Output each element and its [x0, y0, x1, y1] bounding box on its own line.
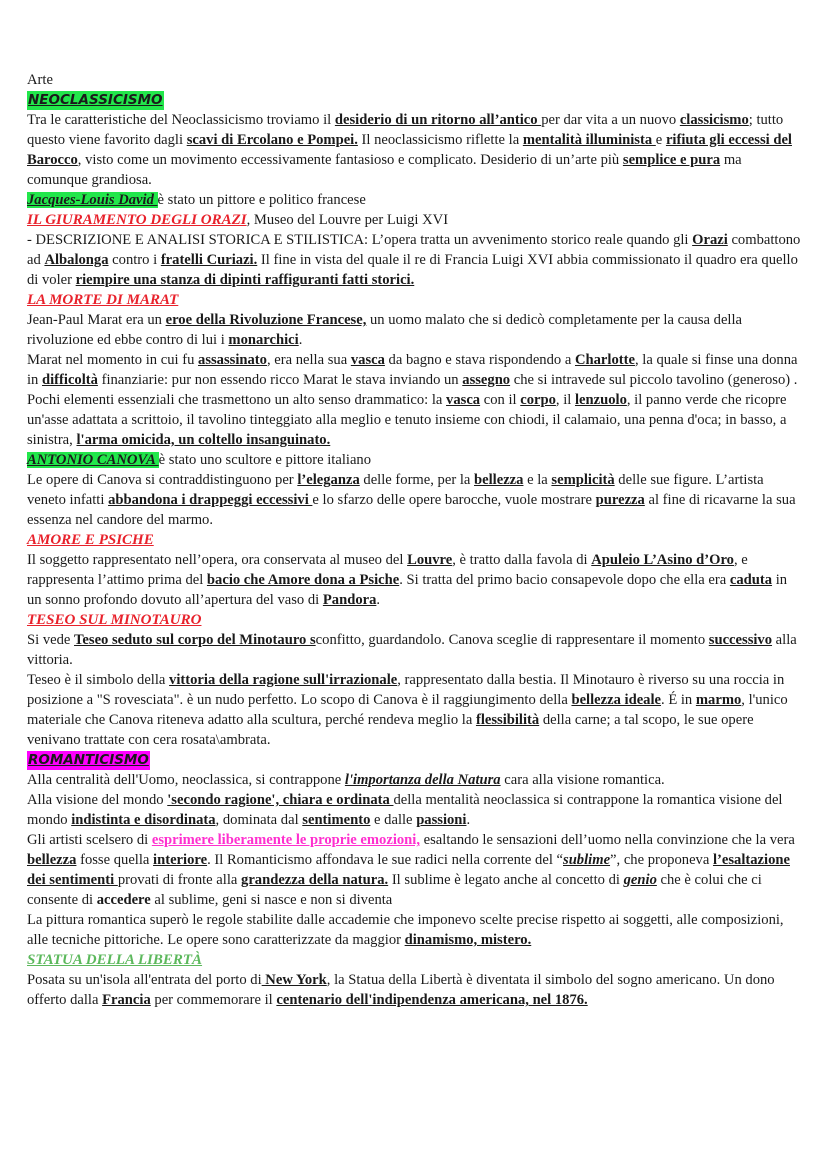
- paragraph-teseo-2: Teseo è il simbolo della vittoria della ragione sull'irrazionale, rappresentato dalla bestia. Il Minotauro è riverso su una roccia in posizione a "S rovesciata". è un nudo perfetto. Lo scopo di Canova è il raggiungimento della bellezza ideale. É in marmo, l'unico materiale che Canova riteneva adatto alla scultura, perché rendeva meglio la flessibilità della carne; a tal scopo, le sue opere venivano trattate con cera rosata\ambrata.: [27, 672, 788, 748]
- heading-statua-liberta: STATUA DELLA LIBERTÀ: [27, 952, 203, 968]
- heading-teseo: TESEO SUL MINOTAURO: [27, 612, 202, 628]
- paragraph-orazi: - DESCRIZIONE E ANALISI STORICA E STILISTICA: L’opera tratta un avvenimento storico reale quando gli Orazi combattono ad Albalonga contro i fratelli Curiazi. Il fine in vista del quale il re di Francia Luigi XVI abbia commissionato il quadro era quello di voler riempire una stanza di dipinti raffiguranti fatti storici.: [27, 232, 801, 288]
- paragraph-romanticismo-4: La pittura romantica superò le regole stabilite dalle accademie che imponevo scelte precise rispetto ai soggetti, alle composizioni, alle tecniche pittoriche. Le opere sono caratterizzate da maggior dinamismo, mistero.: [27, 912, 784, 948]
- paragraph-romanticismo-2: Alla visione del mondo 'secondo ragione', chiara e ordinata della mentalità neoclassica si contrappone la romantica visione del mondo indistinta e disordinata, dominata dal sentimento e dalle passioni.: [27, 792, 783, 828]
- heading-romanticismo: ROMANTICISMO: [28, 752, 149, 768]
- subject-label: Arte: [27, 72, 53, 88]
- heading-neoclassicismo: [27, 90, 802, 110]
- heading-amore-psiche: AMORE E PSICHE: [27, 532, 154, 548]
- heading-orazi: IL GIURAMENTO DEGLI ORAZI, Museo del Louvre per Luigi XVI: [27, 212, 449, 228]
- david-name: Jacques-Louis David: [27, 192, 158, 208]
- paragraph-marat-2: Marat nel momento in cui fu assassinato, era nella sua vasca da bagno e stava rispondendo a Charlotte, la quale si finse una donna in difficoltà finanziarie: pur non essendo ricco Marat le stava inviando un assegno che si intravede sul piccolo tavolino (generoso) . Pochi elementi essenziali che trasmettono un alto senso drammatico: la vasca con il corpo, il lenzuolo, il panno verde che ricopre un'asse adattata a scrittoio, il tavolino tinteggiato alla meglio e tenuto insieme con chiodi, il calamaio, una penna d'oca; in basso, a sinistra, l'arma omicida, un coltello insanguinato.: [27, 352, 798, 448]
- canova-name: ANTONIO CANOVA: [27, 452, 159, 468]
- paragraph-amore-psiche: Il soggetto rappresentato nell’opera, ora conservata al museo del Louvre, è tratto dalla favola di Apuleio L’Asino d’Oro, e rappresenta l’attimo prima del bacio che Amore dona a Psiche. Si tratta del primo bacio consapevole dopo che ella era caduta in un sonno profondo dovuto all’apertura del vaso di Pandora.: [27, 552, 788, 608]
- paragraph-teseo-1: Si vede Teseo seduto sul corpo del Minotauro sconfitto, guardandolo. Canova sceglie di rappresentare il momento successivo alla vittoria.: [27, 632, 797, 668]
- paragraph-canova: Le opere di Canova si contraddistinguono per l’eleganza delle forme, per la bellezza e la semplicità delle sue figure. L’artista veneto infatti abbandona i drappeggi eccessivi e lo sfarzo delle opere barocche, vuole mostrare purezza al fine di ricavarne la sua essenza nel candore del marmo.: [27, 472, 796, 528]
- heading-neoclassicismo-text: NEOCLASSICISMO: [28, 92, 163, 108]
- paragraph-romanticismo-3: Gli artisti scelsero di esprimere liberamente le proprie emozioni, esaltando le sensazioni dell’uomo nella convinzione che la vera bellezza fosse quella interiore. Il Romanticismo affondava le sue radici nella corrente del “sublime”, che proponeva l’esaltazione dei sentimenti provati di fronte alla grandezza della natura. Il sublime è legato anche al concetto di genio che è colui che ci consente di accedere al sublime, geni si nasce e non si diventa: [27, 832, 795, 908]
- canova-line: ANTONIO CANOVA è stato uno scultore e pittore italiano: [27, 452, 372, 468]
- heading-marat: LA MORTE DI MARAT: [27, 292, 179, 308]
- paragraph-statua-liberta: Posata su un'isola all'entrata del porto di New York, la Statua della Libertà è diventata il simbolo del sogno americano. Un dono offerto dalla Francia per commemorare il centenario dell'indipendenza americana, nel 1876.: [27, 972, 775, 1008]
- paragraph-marat-1: Jean-Paul Marat era un eroe della Rivoluzione Francese, un uomo malato che si dedicò completamente per la causa della rivoluzione ed ebbe contro di lui i monarchici.: [27, 312, 743, 348]
- paragraph-neoclassicismo: Tra le caratteristiche del Neoclassicismo troviamo il desiderio di un ritorno all’antico per dar vita a un nuovo classicismo; tutto questo viene favorito dagli scavi di Ercolano e Pompei. Il neoclassicismo riflette la mentalità illuminista e rifiuta gli eccessi del Barocco, visto come un movimento eccessivamente fantasioso e complicato. Desiderio di un’arte più semplice e pura ma comunque grandiosa.: [27, 112, 792, 188]
- document-page: [27, 70, 802, 1010]
- david-line: Jacques-Louis David è stato un pittore e politico francese: [27, 192, 366, 208]
- paragraph-romanticismo-1: Alla centralità dell'Uomo, neoclassica, si contrappone l'importanza della Natura cara alla visione romantica.: [27, 772, 665, 788]
